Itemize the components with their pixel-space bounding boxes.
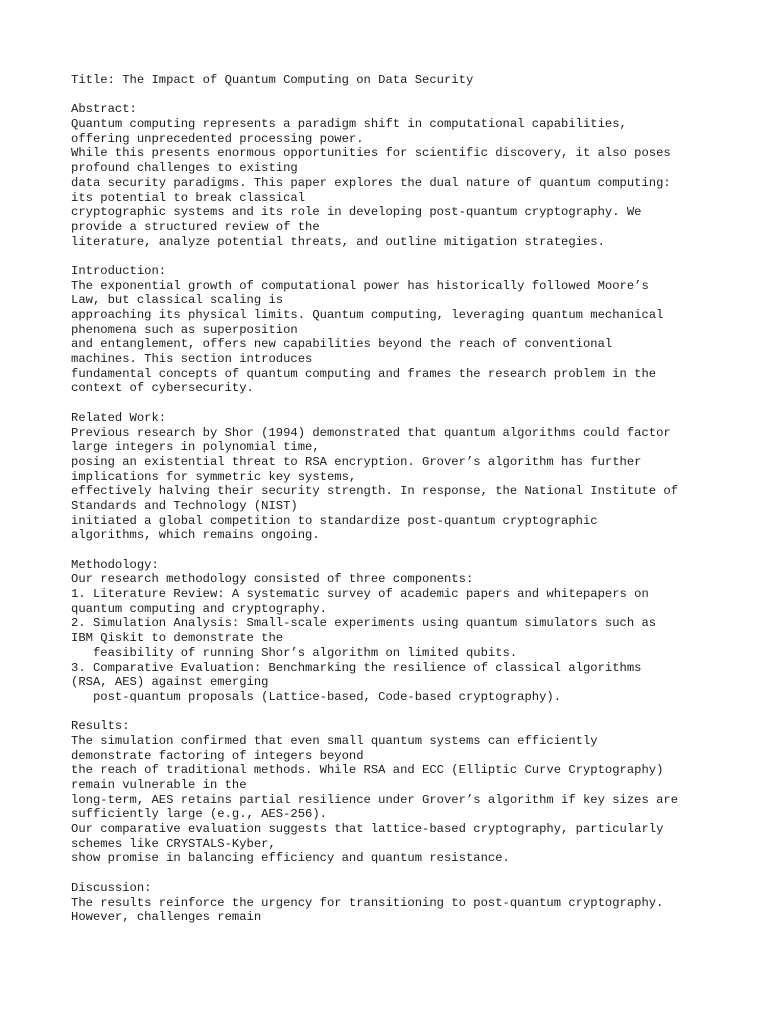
list-item-line: 2. Simulation Analysis: Small-scale experiments using quantum simulators such as xyxy=(71,616,657,631)
list-item-line: feasibility of running Shor’s algorithm on limited qubits. xyxy=(71,645,518,660)
section-discussion xyxy=(71,881,711,925)
paragraph-line: long-term, AES retains partial resilience under Grover’s algorithm if key sizes are xyxy=(71,792,679,807)
paragraph-line: The exponential growth of computational power has historically followed Moore’s xyxy=(71,278,649,293)
section-heading: Discussion: xyxy=(71,880,152,895)
spacer xyxy=(71,866,711,881)
list-item-line: 3. Comparative Evaluation: Benchmarking the resilience of classical algorithms xyxy=(71,660,642,675)
paragraph-line: effectively halving their security strength. In response, the National Institute of xyxy=(71,484,679,499)
paragraph-line: offering unprecedented processing power. xyxy=(71,131,364,146)
list-item-line: quantum computing and cryptography. xyxy=(71,601,327,616)
section-heading: Methodology: xyxy=(71,557,159,572)
paragraph-line: large integers in polynomial time, xyxy=(71,440,320,455)
paragraph-line: posing an existential threat to RSA encryption. Grover’s algorithm has further xyxy=(71,454,642,469)
paragraph-line: initiated a global competition to standardize post-quantum cryptographic xyxy=(71,513,598,528)
paragraph-line: literature, analyze potential threats, and outline mitigation strategies. xyxy=(71,234,605,249)
paragraph-line: context of cybersecurity. xyxy=(71,381,254,396)
paragraph-line: Quantum computing represents a paradigm shift in computational capabilities, xyxy=(71,117,627,132)
section-heading: Introduction: xyxy=(71,263,167,278)
spacer xyxy=(71,249,711,264)
paragraph-line: machines. This section introduces xyxy=(71,352,313,367)
paragraph-line: show promise in balancing efficiency and quantum resistance. xyxy=(71,851,510,866)
spacer xyxy=(71,705,711,720)
list-item-line: IBM Qiskit to demonstrate the xyxy=(71,631,284,646)
paragraph-line: implications for symmetric key systems, xyxy=(71,469,357,484)
paragraph-line: provide a structured review of the xyxy=(71,219,320,234)
paragraph-line: remain vulnerable in the xyxy=(71,778,247,792)
paragraph-line: Standards and Technology (NIST) xyxy=(71,498,298,513)
paragraph-line: Previous research by Shor (1994) demonstrated that quantum algorithms could factor xyxy=(71,425,671,440)
section-related-work xyxy=(71,411,711,543)
paragraph-line: While this presents enormous opportunities for scientific discovery, it also poses xyxy=(71,146,671,161)
section-methodology xyxy=(71,558,711,705)
paragraph-line: The results reinforce the urgency for transitioning to post-quantum cryptography. xyxy=(71,895,664,910)
paragraph-line: algorithms, which remains ongoing. xyxy=(71,528,320,543)
section-heading: Related Work: xyxy=(71,410,167,425)
paragraph-line: the reach of traditional methods. While RSA and ECC (Elliptic Curve Cryptography) xyxy=(71,763,664,778)
paragraph-line: Law, but classical scaling is xyxy=(71,293,284,308)
paragraph-line: phenomena such as superposition xyxy=(71,322,298,337)
section-heading: Abstract: xyxy=(71,102,137,117)
section-results xyxy=(71,719,711,866)
spacer xyxy=(71,396,711,411)
document-page xyxy=(71,73,711,925)
section-introduction xyxy=(71,264,711,396)
paragraph-line: cryptographic systems and its role in developing post-quantum cryptography. We xyxy=(71,205,642,220)
paragraph-line: schemes like CRYSTALS-Kyber, xyxy=(71,836,276,851)
spacer xyxy=(71,543,711,558)
spacer xyxy=(71,88,711,103)
paragraph-line: profound challenges to existing xyxy=(71,161,298,176)
paragraph-line: However, challenges remain xyxy=(71,910,262,925)
paragraph-line: sufficiently large (e.g., AES-256). xyxy=(71,807,327,822)
paragraph-line: and entanglement, offers new capabilities beyond the reach of conventional xyxy=(71,337,613,352)
section-heading: Results: xyxy=(71,719,130,734)
paragraph-line: Our research methodology consisted of three components: xyxy=(71,572,474,587)
paragraph-line: approaching its physical limits. Quantum computing, leveraging quantum mechanical xyxy=(71,308,664,322)
paragraph-line: Our comparative evaluation suggests that lattice-based cryptography, particularly xyxy=(71,822,664,837)
paragraph-line: demonstrate factoring of integers beyond xyxy=(71,748,364,763)
list-item-line: post-quantum proposals (Lattice-based, Code-based cryptography). xyxy=(71,689,562,704)
paragraph-line: fundamental concepts of quantum computing and frames the research problem in the xyxy=(71,366,657,381)
paragraph-line: The simulation confirmed that even small quantum systems can efficiently xyxy=(71,733,598,748)
section-abstract xyxy=(71,102,711,249)
paragraph-line: its potential to break classical xyxy=(71,190,306,205)
list-item-line: (RSA, AES) against emerging xyxy=(71,675,269,690)
list-item-line: 1. Literature Review: A systematic survey of academic papers and whitepapers on xyxy=(71,587,649,602)
document-title: Title: The Impact of Quantum Computing on Data Security xyxy=(71,73,474,87)
paragraph-line: data security paradigms. This paper explores the dual nature of quantum computing: xyxy=(71,175,671,190)
